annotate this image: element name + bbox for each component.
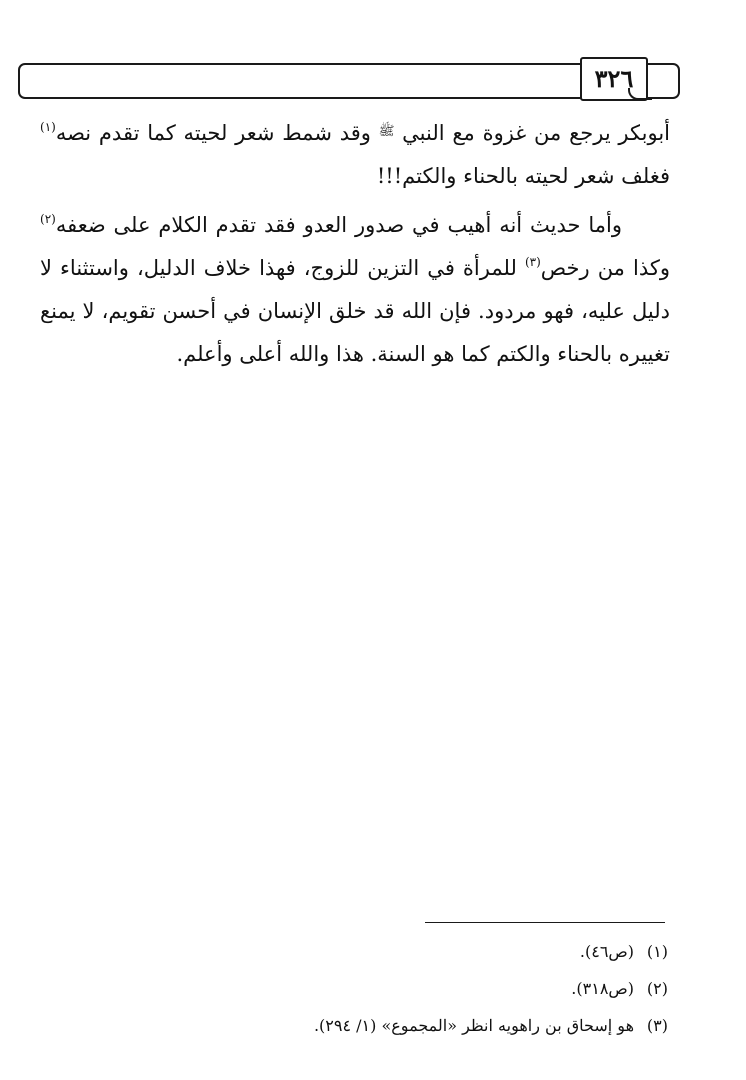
footnote-item	[40, 1012, 668, 1049]
footnote-reference: (٢)	[40, 212, 56, 226]
text-run: أبوبكر يرجع من غزوة مع النبي	[394, 121, 670, 145]
footnote-item	[40, 975, 668, 1012]
footnote-text: (ص٣١٨).	[571, 979, 634, 998]
text-run: للمرأة في التزين للزوج، فهذا خلاف الدليل، واستثناء لا دليل عليه، فهو مردود. فإن الله قد خلق الإنسان في أحسن تقويم، لا يمنع تغييره بالحناء والكتم كما هو السنة. هذا والله أعلى وأعلم.	[40, 256, 670, 366]
text-run: وكذا من رخص	[540, 256, 671, 280]
footnote-reference: (١)	[40, 120, 56, 134]
text-run: فغلف شعر لحيته بالحناء والكتم!!!	[376, 164, 670, 188]
honorific-glyph: ﷺ	[378, 124, 395, 139]
footnotes	[40, 938, 668, 1049]
page-number-ornament	[628, 88, 652, 100]
footnote-separator	[425, 922, 665, 923]
footnote-text: هو إسحاق بن راهويه انظر «المجموع» (١/ ٢٩٤).	[313, 1016, 634, 1035]
paragraph	[40, 110, 670, 198]
footnote-number: (٣)	[646, 1016, 668, 1035]
paragraph	[40, 204, 670, 376]
text-run: وقد شمط شعر لحيته كما تقدم نصه	[55, 121, 379, 145]
footnote-reference: (٣)	[524, 255, 541, 269]
main-text	[40, 110, 670, 376]
page-number: ٣٢٦	[594, 64, 634, 93]
footnote-number: (١)	[646, 942, 668, 961]
footnote-text: (ص٤٦).	[579, 942, 634, 961]
text-run: وأما حديث أنه أهيب في صدور العدو فقد تقدم الكلام على ضعفه	[55, 213, 622, 237]
footnote-item	[40, 938, 668, 975]
footnote-number: (٢)	[646, 979, 668, 998]
